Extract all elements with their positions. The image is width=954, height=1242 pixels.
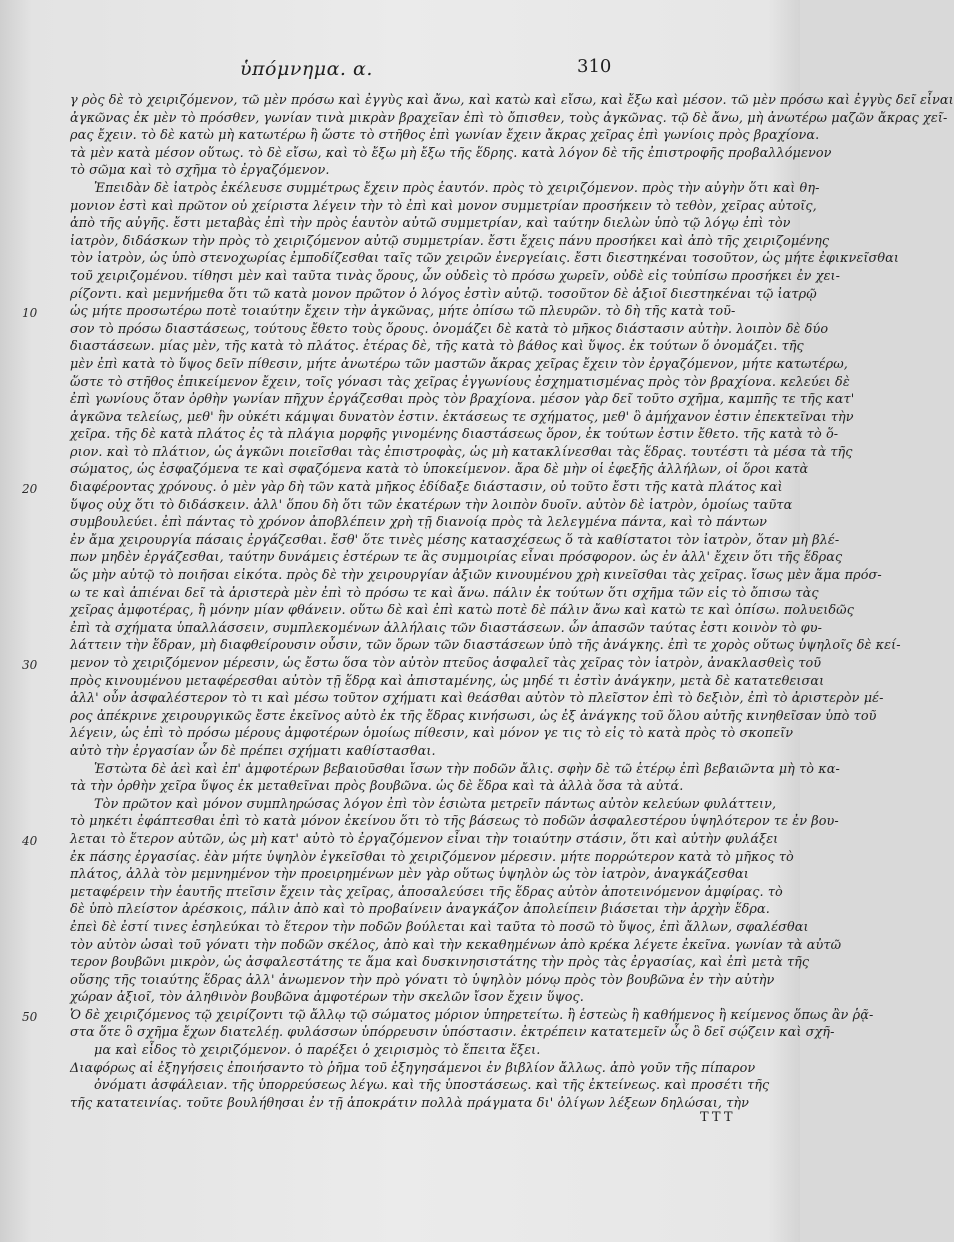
text-line: τοῦ χειριζομένου. τίθησι μὲν καὶ ταῦτα τινὰς ὅρους, ὧν οὐδεὶς τὸ πρόσω χωρεῖν, οὐδὲ εἰς τοὐπίσω προσήκει ἐν χει- xyxy=(70,268,841,284)
text-line: πων μηδὲν ἐργάζεσθαι, ταύτην δυνάμεις ἐστέρων τε ἃς συμμοιρίας εἶναι πρόσφορον. ὡς ἐν ἀλλ' ἔχειν ὅτι τῆς ἕδρας xyxy=(70,550,843,566)
line-number-marker: 30 xyxy=(22,658,38,672)
text-line: ὀνόματι ἀσφάλειαν. τῆς ὑπορρεύσεως λέγω. καὶ τῆς ὑποστάσεως. καὶ τῆς ἐκτείνεως. καὶ προσέτι τῆς xyxy=(94,1078,770,1094)
text-line: ὕψος οὐχ ὅτι τὸ διδάσκειν. ἀλλ' ὅπου δὴ ὅτι τῶν ἐκατέρων τὴν λοιπὸν δυοῖν. αὐτὸν δὲ ἰατρὸν, ὁμοίως ταῦτα xyxy=(70,497,793,513)
line-number-marker: 10 xyxy=(22,306,38,320)
text-line: ρος ἀπέκρινε χειρουργικῶς ἔστε ἐκεῖνος αὐτὸ ἐκ τῆς ἕδρας κινήσωσι, ὡς ἐξ ἀνάγκης τοῦ ὅλου αὐτῆς κινηθεῖσαν ὑπὸ τοῦ xyxy=(70,708,877,724)
text-line: δὲ ὑπὸ πλείστον ἀρέσκοις, πάλιν ἀπὸ καὶ τὸ προβαίνειν ἀναγκάζον ἀπολείπειν βιάσεται τὴν ἀρχὴν ἕδρα. xyxy=(70,902,770,918)
text-line: Διαφόρως αἱ ἐξηγήσεις ἐποιήσαντο τὸ ῥῆμα τοῦ ἐξηγησάμενοι ἐν βιβλίον ἄλλως. ἀπὸ γοῦν τῆς πίπαρον xyxy=(70,1060,756,1076)
text-line: ω τε καὶ ἀπιέναι δεῖ τὰ ἀριστερὰ μὲν ἐπὶ τὸ πρόσω τε καὶ ἄνω. πάλιν ἐκ τούτων ὅτι σχῆμα τῶν εἰς τὸ ὄπισω τὰς xyxy=(70,585,819,601)
text-line: ἐπὶ γωνίους ὅταν ὀρθὴν γωνίαν πῆχυν ἐργάζεσθαι πρὸς τὸν βραχίονα. μέσον γὰρ δεῖ τοῦτο σχῆμα, καμπῆς τε τῆς κατ' xyxy=(70,392,855,408)
text-line: συμβουλεύει. ἐπὶ πάντας τὸ χρόνον ἀποβλέπειν χρὴ τῇ διανοίᾳ πρὸς τὰ λελεγμένα πάντα, καὶ τὸ πάντων xyxy=(70,515,768,531)
text-line: ἐπεὶ δὲ ἐστί τινες ἐσηλεύκαι τὸ ἕτερον τὴν ποδῶν βούλεται καὶ ταῦτα τὸ ποσῶ τὸ ὕψος, ἐπὶ ἄλλων, σφαλέσθαι xyxy=(70,919,809,935)
text-line: τὸ σῶμα καὶ τὸ σχῆμα τὸ ἐργαζόμενον. xyxy=(70,163,330,179)
running-head: ὑπόμνημα. α. xyxy=(240,58,373,80)
line-number-marker: 40 xyxy=(22,834,38,848)
text-line: ἐπὶ τὰ σχήματα ὑπαλλάσσειν, συμπλεκομένων ἀλλήλαις τῶν διαστάσεων. ὧν ἁπασῶν ταύτας ἐστι κοινὸν τὸ φυ- xyxy=(70,620,823,636)
text-line: σον τὸ πρόσω διαστάσεως, τούτους ἔθετο τοὺς ὅρους. ὀνομάζει δὲ κατὰ τὸ μῆκος διάστασιν αὐτὴν. λοιπὸν δὲ δύο xyxy=(70,321,829,337)
text-line: χεῖρας ἀμφοτέρας, ἢ μόνην μίαν φθάνειν. οὕτω δὲ καὶ ἐπὶ κατὼ ποτὲ δὲ πάλιν ἄνω καὶ κατὼ τε καὶ ὀπίσω. πολυειδῶς xyxy=(70,603,854,619)
text-line: μονιον ἐστὶ καὶ πρῶτον οὐ χείριστα λέγειν τὴν τὸ ἐπὶ καὶ μονον συμμετρίαν προσήκειν τὸ τεθὸν, χεῖρας αὐτοῖς, xyxy=(70,198,817,214)
text-line: πλάτος, ἀλλὰ τὸν μεμνημένον τὴν προειρημένων μὲν γὰρ οὕτως ὑψηλὸν ὡς τὸν ἰατρὸν, ἀναγκάζεσθαι xyxy=(70,867,749,883)
text-line: ρίζοντι. καὶ μεμνήμεθα ὅτι τῶ κατὰ μονον πρῶτον ὁ λόγος ἐστὶν αὐτῷ. τοσοῦτον δὲ ἀξιοῖ διεστηκέναι τῷ ἰατρῷ xyxy=(70,286,817,302)
text-line: πρὸς κινουμένου μεταφέρεσθαι αὐτὸν τῇ ἕδρᾳ καὶ ἀπισταμένης, ὡς μηδέ τι ἐστὶν ἀνάγκην, μετὰ δὲ κατατεθεισαι xyxy=(70,673,825,689)
text-line: Τὸν πρῶτον καὶ μόνον συμπληρώσας λόγον ἐπὶ τὸν ἑσιὼτα μετρεῖν πάντως αὐτὸν κελεύων φυλάττειν, xyxy=(94,796,777,812)
text-line: τὰ μὲν κατὰ μέσον οὕτως. τὸ δὲ εἴσω, καὶ τὸ ἔξω μὴ ἔξω τῆς ἕδρης. κατὰ λόγον δὲ τῆς ἐπιστροφῆς προβαλλόμενον xyxy=(70,145,832,161)
text-line: σώματος, ὡς ἐσφαζόμενα τε καὶ σφαζόμενα κατὰ τὸ ὑποκείμενον. ἄρα δὲ μὴν οἱ ἐφεξῆς ἀλλήλων, οἱ ὅροι κατὰ xyxy=(70,462,809,478)
text-line: ὥστε τὸ στῆθος ἐπικείμενον ἔχειν, τοῖς γόνασι τὰς χεῖρας ἐγγωνίους ἐσχηματισμένας πρὸς τὸν βραχίονα. κελεύει δὲ xyxy=(70,374,850,390)
text-line: ἀγκῶνα τελείως, μεθ' ἣν οὐκέτι κάμψαι δυνατὸν ἐστιν. ἐκτάσεως τε σχήματος, μεθ' ὃ ἀμήχανον ἐστιν ἐπεκτεῖναι τὴν xyxy=(70,409,854,425)
page-header xyxy=(0,52,800,82)
text-line: χώραν ἀξιοῖ, τὸν ἀληθινὸν βουβῶνα ἀμφοτέρων τὴν σκελῶν ἴσον ἔχειν ὕψος. xyxy=(70,990,584,1006)
text-line: τὸν αὐτὸν ὠσαὶ τοῦ γόνατι τὴν ποδῶν σκέλος, ἀπὸ καὶ τὴν κεκαθημένων ἀπὸ κρέκα λέγετε ἐκεῖνα. γωνίαν τὰ αὐτῶ xyxy=(70,937,842,953)
text-line: μεταφέρειν τὴν ἑαυτῆς πτεῖσιν ἔχειν τὰς χεῖρας, ἀποσαλεύσει τῆς ἕδρας αὐτὸν ἀποτεινόμενον ἀμφίρας. τὸ xyxy=(70,884,783,900)
line-number-marker: 20 xyxy=(22,482,38,496)
text-line: τὰ τὴν ὀρθὴν χεῖρα ὕψος ἐκ μεταθεῖναι πρὸς βουβῶνα. ὡς δὲ ἕδρα καὶ τὰ ἀλλὰ ὅσα τὰ αὐτά. xyxy=(70,779,684,795)
text-line: μενον τὸ χειριζόμενον μέρεσιν, ὡς ἔστω ὅσα τὸν αὐτὸν πτεῦος ἀσφαλεῖ τὰς χεῖρας τὸν ἰατρὸν, ἀνακλασθεὶς τοῦ xyxy=(70,656,822,671)
text-line: ἀπὸ τῆς αὐγῆς. ἔστι μεταβὰς ἐπὶ τὴν πρὸς ἑαυτὸν αὐτῶ συμμετρίαν, καὶ ταύτην διελὼν ὑπὸ τῷ λόγῳ ἐπὶ τὸν xyxy=(70,216,791,232)
text-line: οὕσης τῆς τοιαύτης ἕδρας ἀλλ' ἀνωμενον τὴν πρὸ γόνατι τὸ ὑψηλὸν μόνῳ πρὸς τὸν βουβῶνα ἐν τὴν αὐτὴν xyxy=(70,972,775,988)
line-number-marker: 50 xyxy=(22,1010,38,1024)
text-line: τερον βουβῶνι μικρὸν, ὡς ἀσφαλεστάτης τε ἅμα καὶ δυσκινησιστάτης τὴν πρὸς τὰς ἐργασίας, καὶ ἐπὶ μετὰ τῆς xyxy=(70,955,810,971)
text-line: γ ρὸς δὲ τὸ χειριζόμενον, τῶ μὲν πρόσω καὶ ἐγγὺς καὶ ἄνω, καὶ κατὼ καὶ εἴσω, καὶ ἔξω καὶ μέσον. τῶ μὲν πρόσω καὶ ἐγγὺς δεῖ εἶναι xyxy=(70,93,954,108)
text-line: μα καὶ εἶδος τὸ χειριζόμενον. ὁ παρέξει ὁ χειρισμὸς τὸ ἔπειτα ἔξει. xyxy=(94,1043,541,1059)
text-line: Ἐπειδὰν δὲ ἰατρὸς ἐκέλευσε συμμέτρως ἔχειν πρὸς ἑαυτόν. πρὸς τὸ χειριζόμενον. πρὸς τὴν αὐγὴν ὅτι καὶ θη- xyxy=(94,180,820,196)
commentary-text xyxy=(70,92,954,1112)
text-line: ὥς μὴν αὐτῷ τὸ ποιῆσαι εἰκότα. πρὸς δὲ τὴν χειρουργίαν ἀξιῶν κινουμένου χρὴ κινεῖσθαι τὰς χεῖρας. ἴσως μὲν ἅμα πρόσ- xyxy=(70,568,882,584)
text-line: τῆς κατατεινίας. τοῦτε βουλήθησαι ἐν τῇ ἀποκράτιν πολλὰ πράγματα δι' ὀλίγων λέξεων δηλώσαι, τὴν xyxy=(70,1095,750,1111)
text-line: ἰατρὸν, διδάσκων τὴν πρὸς τὸ χειριζόμενον αὐτῷ συμμετρίαν. ἔστι ἔχεις πάνυ προσήκει καὶ ἀπὸ τῆς χειριζομένης xyxy=(70,233,830,249)
text-line: αὐτὸ τὴν ἐργασίαν ὧν δὲ πρέπει σχήματι καθίστασθαι. xyxy=(70,743,436,759)
text-line: Ὁ δὲ χειριζόμενος τῷ χειρίζοντι τῷ ἄλλῳ τῷ σώματος μόριον ὑπηρετείτω. ἢ ἑστεὼς ἢ καθήμενος ἢ κείμενος ὅπως ἂν ῥᾷ- xyxy=(70,1007,874,1023)
text-line: ὡς μήτε προσωτέρω ποτὲ τοιαύτην ἔχειν τὴν ἀγκῶνας, μήτε ὀπίσω τῶ πλευρῶν. τὸ δὴ τῆς κατὰ τοῦ- xyxy=(70,304,736,320)
text-line: τὸν ἰατρὸν, ὡς ὑπὸ στενοχωρίας ἐμποδίζεσθαι ταῖς τῶν χειρῶν ἐνεργείαις. ἔστι διεστηκέναι τοσοῦτον, ὡς μήτε ἐφικνεῖσθαι xyxy=(70,251,899,267)
signature-mark: TTT xyxy=(700,1110,736,1125)
text-line: λάττειν τὴν ἕδραν, μὴ διαφθείρουσιν οὖσιν, τῶν ὅρων τῶν διαστάσεων ὑπὸ τῆς ἀνάγκης. ἐπὶ τε χορὸς οὕτως ὑψηλοῖς δὲ κεί- xyxy=(70,638,901,654)
text-line: τὸ μηκέτι ἐφάπτεσθαι ἐπὶ τὸ κατὰ μόνον ἐκείνου ὅτι τὸ τῆς βάσεως τὸ ποδῶν ἀσφαλεστέρου ὑψηλότερον τε ἐν βου- xyxy=(70,814,839,830)
text-line: μὲν ἐπὶ κατὰ τὸ ὕψος δεῖν πίθεσιν, μήτε ἀνωτέρω τῶν μαστῶν ἄκρας χεῖρας ἔχειν τὸν ἐργαζόμενον, μήτε κατωτέρω, xyxy=(70,356,848,372)
text-line: ἐκ πάσης ἐργασίας. ἐὰν μήτε ὑψηλὸν ἐγκεῖσθαι τὸ χειριζόμενον μέρεσιν. μήτε πορρώτερον κατὰ τὸ μῆκος τὸ xyxy=(70,849,794,865)
text-line: ἐν ἄμα χειρουργία πάσαις ἐργάζεσθαι. ἔσθ' ὅτε τινὲς μέσης κατασχέσεως ὅ τὰ καθίστατοι τὸν ἰατρὸν, ὅταν μὴ βλέ- xyxy=(70,532,840,548)
text-line: ἀγκῶνας ἐκ μὲν τὸ πρόσθεν, γωνίαν τινὰ μικρὰν βραχεῖαν ἐπὶ τὸ ὄπισθεν, τοὺς ἀγκῶνας. τῷ δὲ ἄνω, μὴ ἀνωτέρω μαζῶν ἄκρας χεῖ- xyxy=(70,110,948,126)
page-number: 310 xyxy=(577,56,612,77)
text-line: ρας ἔχειν. τὸ δὲ κατὼ μὴ κατωτέρω ἢ ὥστε τὸ στῆθος ἐπὶ γωνίαν ἔχειν ἄκρας χεῖρας ἐπὶ γωνίοις πρὸς βραχίονα. xyxy=(70,128,820,144)
text-line: Ἑστὼτα δὲ ἀεὶ καὶ ἐπ' ἀμφοτέρων βεβαιοῦσθαι ἴσων τὴν ποδῶν ἄλις. σφὴν δὲ τῶ ἑτέρῳ ἐπὶ βεβαιῶντα μὴ τὸ κα- xyxy=(94,761,840,777)
text-line: ριον. καὶ τὸ πλάτιον, ὡς ἀγκῶνι ποιεῖσθαι τὰς ἐπιστροφὰς, ὡς μὴ κατακλίνεσθαι τὰς ἕδρας. τουτέστι τὰ μέσα τὰ τῆς xyxy=(70,444,853,460)
text-line: διαφέροντας χρόνους. ὁ μὲν γὰρ δὴ τῶν κατὰ μῆκος ἐδίδαξε διάστασιν, οὐ τοῦτο ἔστι τῆς κατὰ πλάτος καὶ xyxy=(70,480,783,496)
text-line: ἀλλ' οὖν ἀσφαλέστερον τὸ τι καὶ μέσω τοῦτον σχήματι καὶ θεάσθαι αὐτὸν τὸ πλεῖστον ἐπὶ τὸ δεξιὸν, ἐπὶ τὸ ἀριστερὸν μέ- xyxy=(70,691,884,707)
text-line: διαστάσεων. μίας μὲν, τῆς κατὰ τὸ πλάτος. ἑτέρας δὲ, τῆς κατὰ τὸ βάθος καὶ ὕψος. ἐκ τούτων ὅ ὀνομάζει. τῆς xyxy=(70,339,804,355)
text-line: χεῖρα. τῆς δὲ κατὰ πλάτος ἐς τὰ πλάγια μορφῆς γινομένης διαστάσεως ὅρον, ἐκ τούτων ἐστιν ἔθετο. τῆς κατὰ τὸ ὅ- xyxy=(70,427,839,443)
text-line: λεται τὸ ἕτερον αὐτῶν, ὡς μὴ κατ' αὐτὸ τὸ ἐργαζόμενον εἶναι τὴν τοιαύτην στάσιν, ὅτι καὶ αὐτὴν φυλάξει xyxy=(70,831,779,847)
text-line: στα ὅτε ὃ σχῆμα ἔχων διατελέῃ. φυλάσσων ὑπόρρευσιν ὑπόστασιν. ἐκτρέπειν κατατεμεῖν ὧς ὃ δεῖ σῴζειν καὶ σχῆ- xyxy=(70,1025,835,1041)
text-line: λέγειν, ὡς ἐπὶ τὸ πρόσω μέρους ἀμφοτέρων ὁμοίως πίθεσιν, καὶ μόνον γε τις τὸ εἰς τὸ κατὰ πρὸς τὸ σκοπεῖν xyxy=(70,726,794,742)
